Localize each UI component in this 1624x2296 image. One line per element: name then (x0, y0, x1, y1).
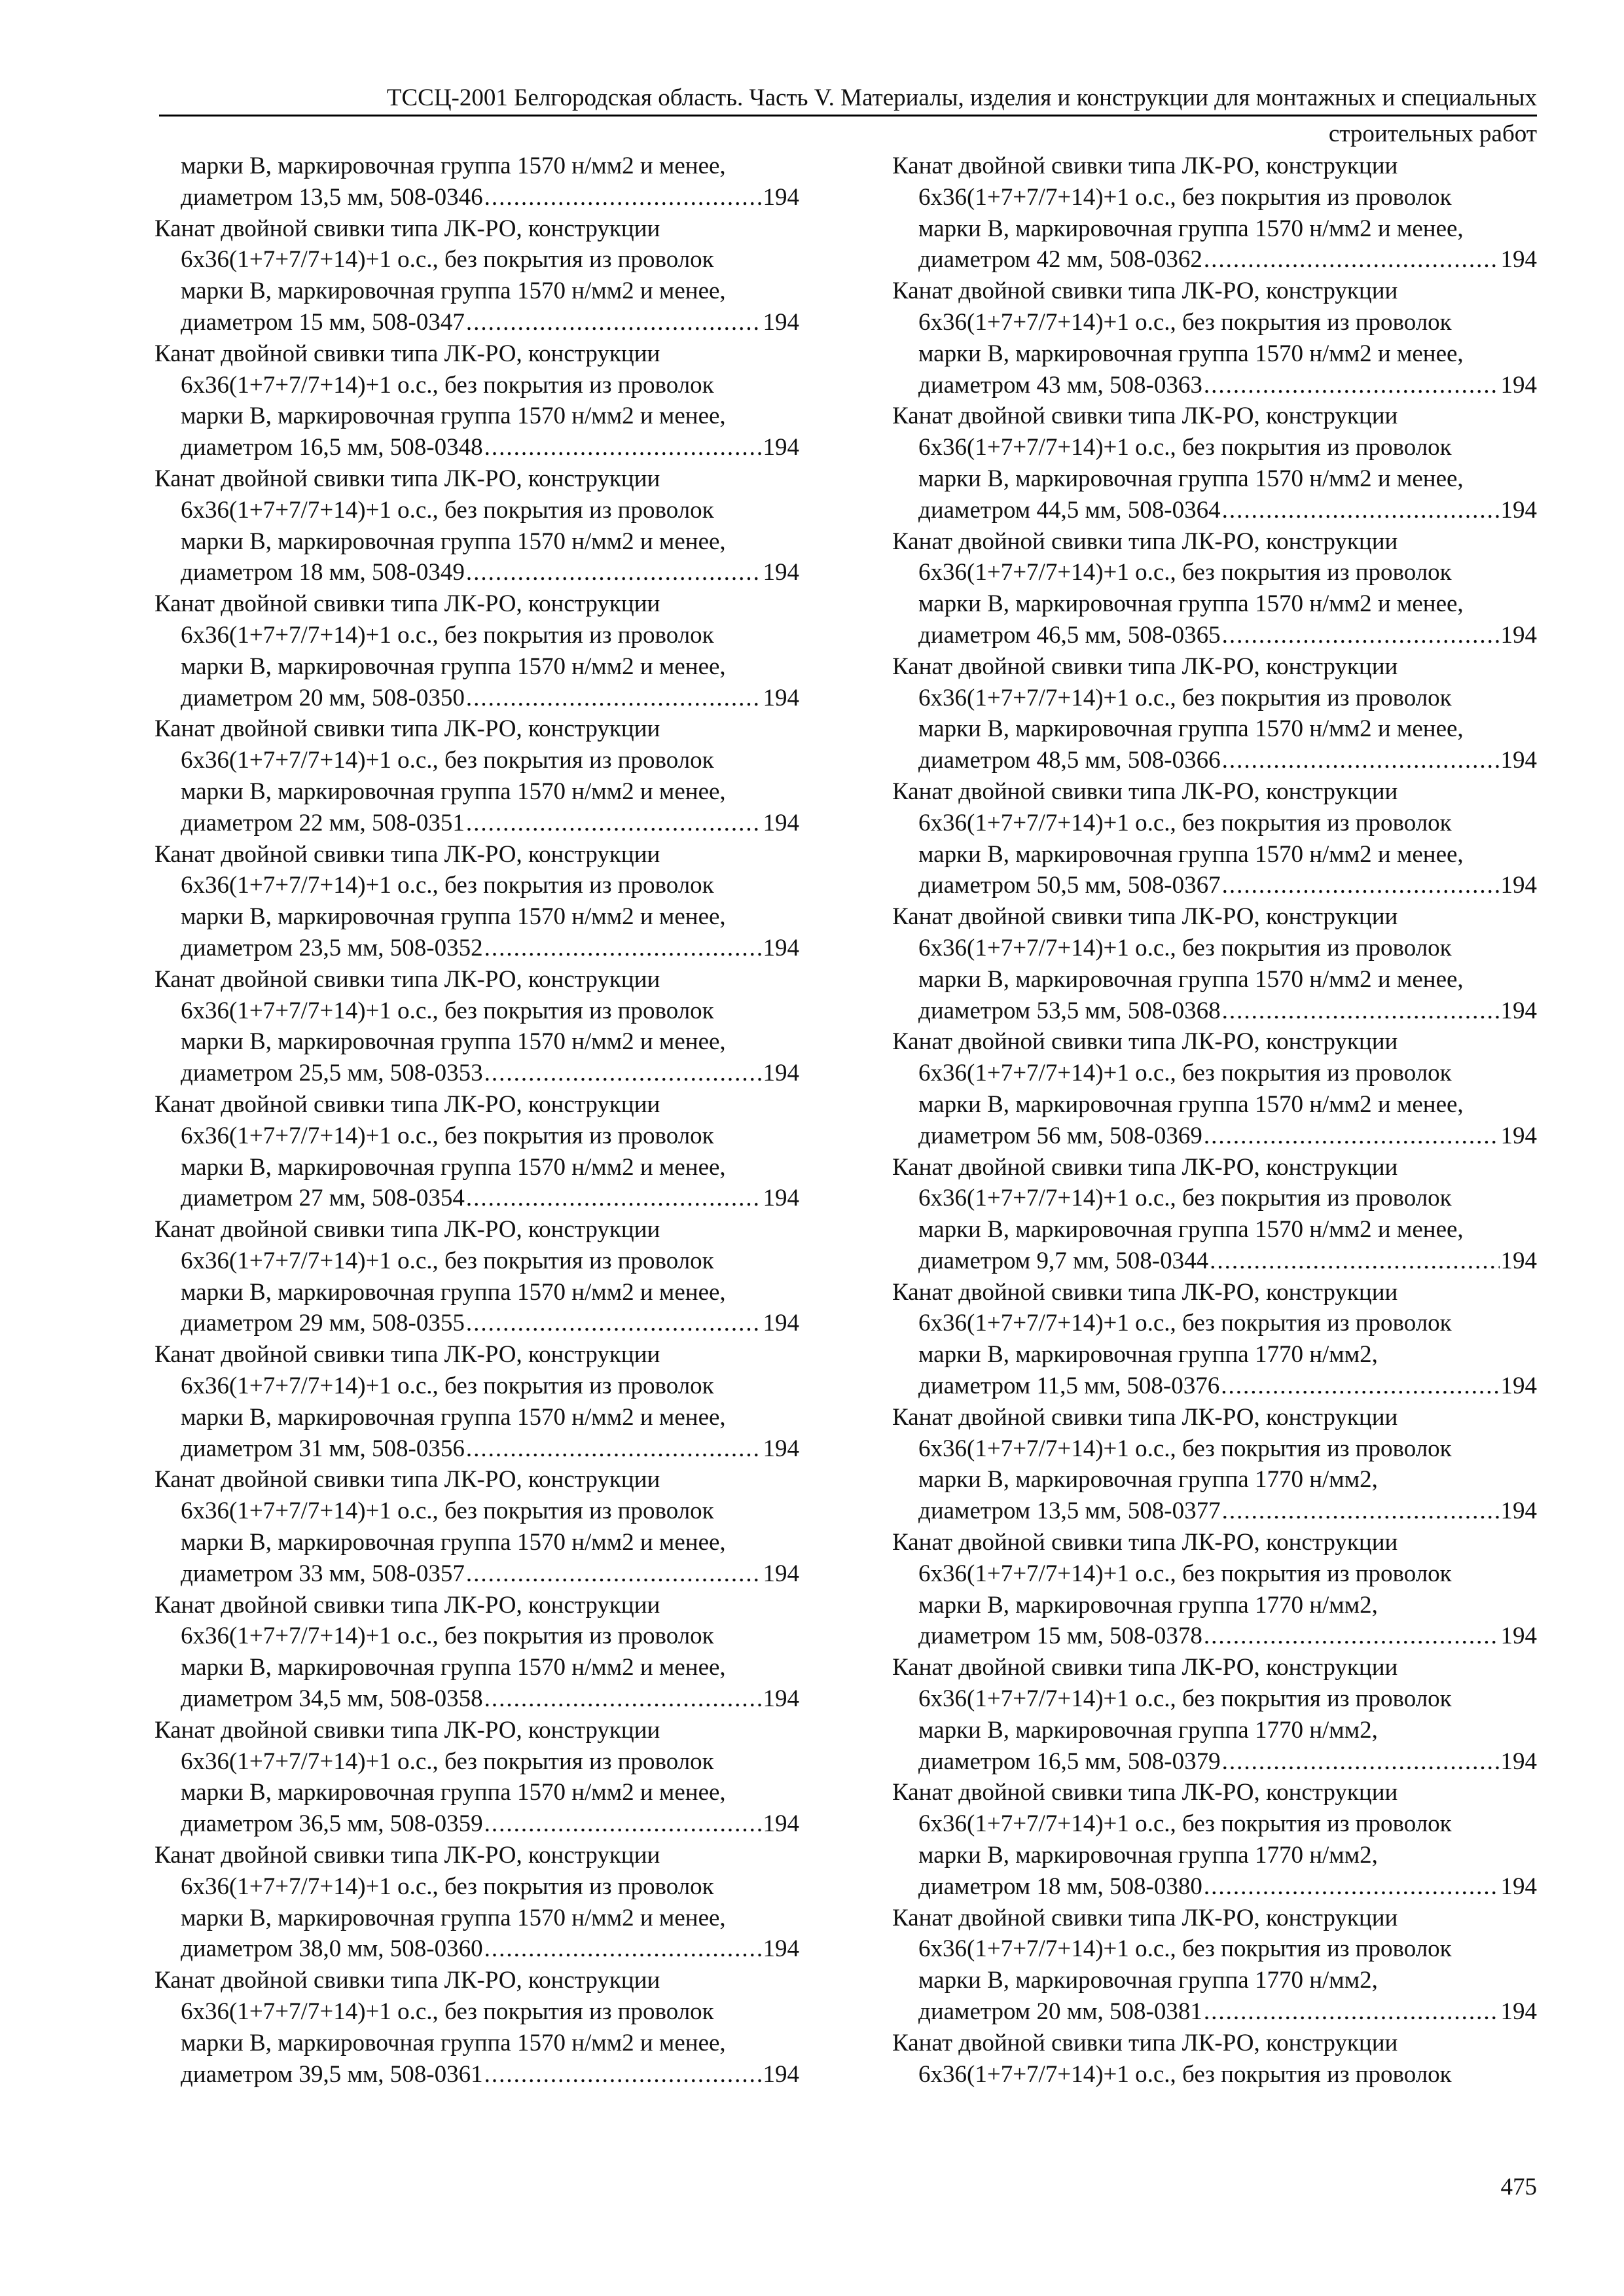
entry-text: диаметром 15 мм, 508-0378 (918, 1623, 1202, 1650)
entry-line: 6х36(1+7+7/7+14)+1 о.с., без покрытия из проволок (181, 1748, 714, 1775)
dot-leader (484, 1683, 762, 1715)
entry-line: марки В, маркировочная группа 1570 н/мм2 и менее, (181, 528, 726, 555)
entry-line: 6х36(1+7+7/7+14)+1 о.с., без покрытия из проволок (181, 1498, 714, 1525)
index-entry (154, 1840, 799, 1965)
entry-line: 6х36(1+7+7/7+14)+1 о.с., без покрытия из проволок (918, 559, 1452, 586)
entry-line: марки В, маркировочная группа 1570 н/мм2 и менее, (181, 1779, 726, 1806)
entry-line-with-page (154, 557, 799, 588)
entry-line-with-page (892, 1496, 1537, 1527)
entry-text: диаметром 20 мм, 508-0350 (181, 684, 465, 711)
entry-line-with-page (892, 1871, 1537, 1903)
entry-line-with-page (892, 1746, 1537, 1778)
dot-leader (1204, 1621, 1500, 1652)
dot-leader (1204, 370, 1500, 401)
entry-line: Канат двойной свивки типа ЛК-РО, конструкции (892, 1904, 1398, 1931)
entry-line: Канат двойной свивки типа ЛК-РО, конструкции (892, 278, 1398, 305)
entry-line-with-page (892, 620, 1537, 651)
entry-page-number: 194 (763, 1935, 799, 1963)
entry-page-number: 194 (763, 559, 799, 586)
index-entry (154, 1965, 799, 2090)
dot-leader (1204, 244, 1500, 276)
entry-page-number: 194 (1500, 1873, 1537, 1900)
entry-page-number: 194 (1500, 1498, 1537, 1525)
entry-line: Канат двойной свивки типа ЛК-РО, конструкции (892, 2029, 1398, 2056)
index-entry (154, 213, 799, 338)
entry-text: диаметром 56 мм, 508-0369 (918, 1122, 1202, 1149)
entry-line: 6х36(1+7+7/7+14)+1 о.с., без покрытия из проволок (181, 496, 714, 524)
entry-text: диаметром 43 мм, 508-0363 (918, 371, 1202, 399)
entry-line: Канат двойной свивки типа ЛК-РО, конструкции (892, 1654, 1398, 1681)
entry-line: марки В, маркировочная группа 1570 н/мм2 и менее, (918, 340, 1464, 367)
index-entry (892, 776, 1537, 901)
entry-text: диаметром 29 мм, 508-0355 (181, 1310, 465, 1337)
dot-leader (466, 1183, 762, 1214)
entry-text: диаметром 48,5 мм, 508-0366 (918, 747, 1221, 774)
header-title-line1: ТССЦ-2001 Белгородская область. Часть V. Материалы, изделия и конструкции для монтажных и специальных (386, 84, 1537, 111)
entry-page-number: 194 (763, 1185, 799, 1212)
entry-text: диаметром 22 мм, 508-0351 (181, 809, 465, 836)
entry-text: диаметром 38,0 мм, 508-0360 (181, 1935, 483, 1963)
entry-line: 6х36(1+7+7/7+14)+1 о.с., без покрытия из проволок (918, 434, 1452, 461)
index-entry (892, 526, 1537, 651)
entry-line: 6х36(1+7+7/7+14)+1 о.с., без покрытия из проволок (181, 1372, 714, 1400)
entry-line: марки В, маркировочная группа 1570 н/мм2 и менее, (181, 152, 726, 179)
entry-line: Канат двойной свивки типа ЛК-РО, конструкции (154, 1216, 660, 1244)
entry-line: 6х36(1+7+7/7+14)+1 о.с., без покрытия из проволок (181, 997, 714, 1024)
dot-leader (484, 1808, 762, 1840)
index-entry (892, 1026, 1537, 1151)
entry-line: марки В, маркировочная группа 1570 н/мм2 и менее, (918, 840, 1464, 868)
entry-line: 6х36(1+7+7/7+14)+1 о.с., без покрытия из проволок (918, 1435, 1452, 1462)
entry-page-number: 194 (763, 809, 799, 836)
left-entry-list (154, 213, 799, 2090)
entry-line-with-page (154, 683, 799, 714)
entry-text: диаметром 46,5 мм, 508-0365 (918, 621, 1221, 649)
index-entry (892, 1152, 1537, 1277)
entry-line: 6х36(1+7+7/7+14)+1 о.с., без покрытия из проволок (181, 1998, 714, 2026)
entry-page-number: 194 (763, 1810, 799, 1838)
entry-text: диаметром 44,5 мм, 508-0364 (918, 496, 1221, 524)
entry-line: марки В, маркировочная группа 1770 н/мм2, (918, 1341, 1378, 1369)
dot-leader (466, 1558, 762, 1590)
entry-line-with-page (892, 1121, 1537, 1152)
entry-line: марки В, маркировочная группа 1570 н/мм2 и менее, (181, 2029, 726, 2056)
entry-line: 6х36(1+7+7/7+14)+1 о.с., без покрытия из проволок (918, 1060, 1452, 1087)
entry-line: Канат двойной свивки типа ЛК-РО, конструкции (892, 1278, 1398, 1306)
entry-page-number: 194 (1500, 621, 1537, 649)
entry-line: 6х36(1+7+7/7+14)+1 о.с., без покрытия из проволок (918, 1560, 1452, 1587)
dot-leader (1222, 495, 1500, 526)
entry-text: диаметром 33 мм, 508-0357 (181, 1560, 465, 1587)
index-entry (154, 1464, 799, 1589)
dot-leader (1204, 1121, 1500, 1152)
entry-page-number: 194 (1500, 246, 1537, 274)
entry-text: диаметром 18 мм, 508-0349 (181, 559, 465, 586)
entry-line: Канат двойной свивки типа ЛК-РО, конструкции (154, 1967, 660, 1994)
entry-line: Канат двойной свивки типа ЛК-РО, конструкции (892, 653, 1398, 680)
entry-line: 6х36(1+7+7/7+14)+1 о.с., без покрытия из проволок (918, 934, 1452, 961)
dot-leader (466, 683, 762, 714)
entry-line: марки В, маркировочная группа 1570 н/мм2 и менее, (181, 403, 726, 430)
entry-line: 6х36(1+7+7/7+14)+1 о.с., без покрытия из проволок (181, 371, 714, 399)
entry-line: 6х36(1+7+7/7+14)+1 о.с., без покрытия из проволок (918, 684, 1452, 711)
entry-text: диаметром 36,5 мм, 508-0359 (181, 1810, 483, 1838)
entry-line: Канат двойной свивки типа ЛК-РО, конструкции (154, 840, 660, 868)
entry-line: 6х36(1+7+7/7+14)+1 о.с., без покрытия из проволок (181, 747, 714, 774)
dot-leader (484, 2059, 762, 2090)
dot-leader (484, 1058, 762, 1089)
entry-line: марки В, маркировочная группа 1570 н/мм2 и менее, (181, 1403, 726, 1431)
entry-line-with-page (154, 307, 799, 338)
entry-line-with-page (892, 745, 1537, 776)
entry-line: 6х36(1+7+7/7+14)+1 о.с., без покрытия из проволок (181, 1122, 714, 1149)
entry-line: 6х36(1+7+7/7+14)+1 о.с., без покрытия из проволок (918, 1310, 1452, 1337)
entry-line: Канат двойной свивки типа ЛК-РО, конструкции (892, 778, 1398, 805)
entry-line: Канат двойной свивки типа ЛК-РО, конструкции (892, 152, 1398, 179)
dot-leader (1221, 1371, 1499, 1402)
index-entry (892, 151, 1537, 276)
entry-text: диаметром 39,5 мм, 508-0361 (181, 2060, 483, 2088)
entry-line-with-page (154, 1683, 799, 1715)
entry-line: марки В, маркировочная группа 1570 н/мм2 и менее, (181, 778, 726, 805)
dot-leader (466, 1308, 762, 1339)
index-entry (154, 1590, 799, 1715)
entry-text: диаметром 16,5 мм, 508-0348 (181, 434, 483, 461)
entry-line-with-page (154, 933, 799, 964)
entry-line: 6х36(1+7+7/7+14)+1 о.с., без покрытия из проволок (181, 1873, 714, 1900)
entry-line: 6х36(1+7+7/7+14)+1 о.с., без покрытия из проволок (181, 872, 714, 899)
entry-line-with-page (892, 1621, 1537, 1652)
index-entry (154, 463, 799, 588)
entry-line-with-page (154, 1808, 799, 1840)
index-entry (154, 1089, 799, 1214)
entry-text: диаметром 34,5 мм, 508-0358 (181, 1685, 483, 1713)
entry-page-number: 194 (763, 183, 799, 211)
entry-line: марки В, маркировочная группа 1770 н/мм2, (918, 1591, 1378, 1619)
entry-page-number: 194 (763, 934, 799, 961)
entry-line: Канат двойной свивки типа ЛК-РО, конструкции (892, 403, 1398, 430)
index-entry (154, 839, 799, 964)
entry-line: 6х36(1+7+7/7+14)+1 о.с., без покрытия из проволок (918, 1685, 1452, 1713)
entry-text: диаметром 20 мм, 508-0381 (918, 1998, 1202, 2026)
index-entry-continues-next-page (892, 2028, 1537, 2090)
entry-line-with-page (154, 1183, 799, 1214)
entry-line: марки В, маркировочная группа 1570 н/мм2 и менее, (918, 465, 1464, 492)
entry-line: Канат двойной свивки типа ЛК-РО, конструкции (154, 1341, 660, 1369)
entry-page-number: 194 (1500, 1998, 1537, 2026)
index-entry (154, 1715, 799, 1840)
entry-line: 6х36(1+7+7/7+14)+1 о.с., без покрытия из проволок (918, 809, 1452, 836)
entry-page-number: 194 (1500, 371, 1537, 399)
entry-line: 6х36(1+7+7/7+14)+1 о.с., без покрытия из проволок (181, 246, 714, 274)
entry-page-number: 194 (763, 1685, 799, 1713)
entry-line: 6х36(1+7+7/7+14)+1 о.с., без покрытия из проволок (918, 1810, 1452, 1838)
entry-line: марки В, маркировочная группа 1570 н/мм2 и менее, (918, 965, 1464, 993)
entry-line: Канат двойной свивки типа ЛК-РО, конструкции (154, 715, 660, 743)
entry-page-number: 194 (763, 1560, 799, 1587)
entry-line: 6х36(1+7+7/7+14)+1 о.с., без покрытия из проволок (181, 1623, 714, 1650)
entry-line: Канат двойной свивки типа ЛК-РО, конструкции (892, 903, 1398, 931)
entry-line: марки В, маркировочная группа 1570 н/мм2 и менее, (918, 215, 1464, 242)
entry-line: Канат двойной свивки типа ЛК-РО, конструкции (154, 965, 660, 993)
dot-leader (1210, 1246, 1499, 1277)
entry-text: диаметром 31 мм, 508-0356 (181, 1435, 465, 1462)
entry-line: Канат двойной свивки типа ЛК-РО, конструкции (154, 1466, 660, 1494)
entry-line: марки В, маркировочная группа 1570 н/мм2 и менее, (181, 1028, 726, 1056)
index-entry (892, 651, 1537, 776)
entry-line-with-page (892, 495, 1537, 526)
entry-line: марки В, маркировочная группа 1570 н/мм2 и менее, (181, 653, 726, 680)
entry-text: диаметром 9,7 мм, 508-0344 (918, 1247, 1209, 1274)
index-entry (892, 1402, 1537, 1527)
entry-page-number: 194 (1500, 997, 1537, 1024)
dot-leader (1222, 745, 1500, 776)
dot-leader (1222, 1746, 1500, 1778)
entry-text: диаметром 23,5 мм, 508-0352 (181, 934, 483, 961)
index-entry (154, 713, 799, 838)
dot-leader (1222, 996, 1500, 1027)
entry-line: марки В, маркировочная группа 1570 н/мм2 и менее, (918, 1090, 1464, 1118)
entry-line-with-page (892, 370, 1537, 401)
entry-page-number: 194 (1500, 1122, 1537, 1149)
entry-page-number: 194 (1500, 747, 1537, 774)
entry-page-number: 194 (763, 1310, 799, 1337)
entry-line: марки В, маркировочная группа 1570 н/мм2 и менее, (181, 1904, 726, 1931)
entry-text: диаметром 18 мм, 508-0380 (918, 1873, 1202, 1900)
entry-line: Канат двойной свивки типа ЛК-РО, конструкции (892, 1028, 1398, 1056)
dot-leader (466, 1433, 762, 1465)
running-header (159, 82, 1537, 147)
entry-line: Канат двойной свивки типа ЛК-РО, конструкции (154, 590, 660, 618)
entry-line: марки В, маркировочная группа 1570 н/мм2 и менее, (181, 1654, 726, 1681)
entry-line: Канат двойной свивки типа ЛК-РО, конструкции (154, 1842, 660, 1869)
entry-line-with-page (154, 1558, 799, 1590)
entry-text: диаметром 16,5 мм, 508-0379 (918, 1748, 1221, 1775)
index-entry (154, 588, 799, 713)
entry-line: марки В, маркировочная группа 1770 н/мм2, (918, 1466, 1378, 1494)
entry-line-with-page (892, 1996, 1537, 2028)
entry-line: марки В, маркировочная группа 1770 н/мм2, (918, 1716, 1378, 1744)
entry-line: 6х36(1+7+7/7+14)+1 о.с., без покрытия из проволок (181, 1247, 714, 1274)
index-entry (154, 964, 799, 1089)
index-entry (892, 1652, 1537, 1777)
entry-text: диаметром 11,5 мм, 508-0376 (918, 1372, 1220, 1400)
entry-page-number: 194 (763, 434, 799, 461)
index-entry-continued (154, 151, 799, 213)
dot-leader (1222, 620, 1500, 651)
dot-leader (1204, 1996, 1500, 2028)
entry-line: 6х36(1+7+7/7+14)+1 о.с., без покрытия из проволок (918, 183, 1452, 211)
dot-leader (1222, 1496, 1500, 1527)
dot-leader (466, 808, 762, 839)
entry-line-with-page (154, 1933, 799, 1965)
entry-line: 6х36(1+7+7/7+14)+1 о.с., без покрытия из проволок (918, 2060, 1452, 2088)
entry-line: Канат двойной свивки типа ЛК-РО, конструкции (892, 1403, 1398, 1431)
index-entry (892, 1903, 1537, 2028)
entry-line: марки В, маркировочная группа 1770 н/мм2, (918, 1842, 1378, 1869)
dot-leader (484, 1933, 762, 1965)
entry-line: марки В, маркировочная группа 1570 н/мм2 и менее, (181, 1529, 726, 1556)
index-entry (892, 276, 1537, 401)
entry-line: марки В, маркировочная группа 1570 н/мм2 и менее, (181, 1278, 726, 1306)
entry-page-number: 194 (763, 308, 799, 336)
entry-line-with-page (154, 432, 799, 463)
entry-line: Канат двойной свивки типа ЛК-РО, конструкции (154, 465, 660, 492)
entry-page-number: 194 (1500, 1247, 1537, 1274)
index-entry (892, 1277, 1537, 1402)
entry-line: Канат двойной свивки типа ЛК-РО, конструкции (892, 1153, 1398, 1181)
entry-line-with-page (154, 1433, 799, 1465)
entry-line-with-page (154, 808, 799, 839)
entry-line: 6х36(1+7+7/7+14)+1 о.с., без покрытия из проволок (918, 1935, 1452, 1963)
index-entry (892, 1777, 1537, 1902)
entry-page-number: 194 (1500, 1372, 1537, 1400)
entry-line: Канат двойной свивки типа ЛК-РО, конструкции (154, 1090, 660, 1118)
page-number: 475 (1500, 2174, 1537, 2200)
index-entry (892, 1527, 1537, 1652)
right-column (892, 151, 1537, 2090)
entry-page-number: 194 (1500, 496, 1537, 524)
entry-text: диаметром 27 мм, 508-0354 (181, 1185, 465, 1212)
entry-line: марки В, маркировочная группа 1770 н/мм2, (918, 1967, 1378, 1994)
entry-line: марки В, маркировочная группа 1570 н/мм2 и менее, (181, 278, 726, 305)
entry-page-number: 194 (763, 2060, 799, 2088)
entry-text: диаметром 25,5 мм, 508-0353 (181, 1060, 483, 1087)
index-entry (154, 1339, 799, 1464)
entry-line: марки В, маркировочная группа 1570 н/мм2 и менее, (181, 1153, 726, 1181)
entry-line-with-page (154, 1058, 799, 1089)
header-title-line2: строительных работ (1328, 120, 1537, 147)
entry-line: Канат двойной свивки типа ЛК-РО, конструкции (154, 1716, 660, 1744)
entry-text: диаметром 50,5 мм, 508-0367 (918, 872, 1221, 899)
index-entry (154, 1214, 799, 1339)
header-rule (159, 115, 1537, 117)
entry-line-with-page (892, 244, 1537, 276)
entry-page-number: 194 (763, 684, 799, 711)
entry-page-number: 194 (763, 1435, 799, 1462)
index-entry (892, 401, 1537, 526)
dot-leader (1222, 870, 1500, 901)
dot-leader (466, 557, 762, 588)
dot-leader (1204, 1871, 1500, 1903)
entry-text: диаметром 15 мм, 508-0347 (181, 308, 465, 336)
entry-page-number: 194 (1500, 1623, 1537, 1650)
entry-line: Канат двойной свивки типа ЛК-РО, конструкции (154, 340, 660, 367)
entry-text: диаметром 53,5 мм, 508-0368 (918, 997, 1221, 1024)
entry-line-with-page (154, 1308, 799, 1339)
entry-line: марки В, маркировочная группа 1570 н/мм2 и менее, (918, 1216, 1464, 1244)
right-entry-list (892, 151, 1537, 2028)
entry-page-number: 194 (1500, 872, 1537, 899)
dot-leader (484, 182, 762, 213)
entry-line: 6х36(1+7+7/7+14)+1 о.с., без покрытия из проволок (918, 308, 1452, 336)
entry-line: марки В, маркировочная группа 1570 н/мм2 и менее, (181, 903, 726, 931)
entry-line-with-page (892, 1371, 1537, 1402)
entry-page-number: 194 (1500, 1748, 1537, 1775)
index-entry (892, 901, 1537, 1026)
entry-line-with-page (892, 1246, 1537, 1277)
entry-line: Канат двойной свивки типа ЛК-РО, конструкции (892, 1529, 1398, 1556)
entry-line-with-page (892, 996, 1537, 1027)
entry-line-with-page (154, 182, 799, 213)
dot-leader (484, 432, 762, 463)
entry-line-with-page (154, 2059, 799, 2090)
entry-line: Канат двойной свивки типа ЛК-РО, конструкции (154, 1591, 660, 1619)
entry-line: Канат двойной свивки типа ЛК-РО, конструкции (892, 1779, 1398, 1806)
entry-line: 6х36(1+7+7/7+14)+1 о.с., без покрытия из проволок (918, 1185, 1452, 1212)
left-column (154, 151, 799, 2090)
entry-text: диаметром 13,5 мм, 508-0377 (918, 1498, 1221, 1525)
entry-text: диаметром 13,5 мм, 508-0346 (181, 183, 483, 211)
entry-line: Канат двойной свивки типа ЛК-РО, конструкции (892, 528, 1398, 555)
entry-line-with-page (892, 870, 1537, 901)
dot-leader (484, 933, 762, 964)
entry-text: диаметром 42 мм, 508-0362 (918, 246, 1202, 274)
entry-line: марки В, маркировочная группа 1570 н/мм2 и менее, (918, 715, 1464, 743)
dot-leader (466, 307, 762, 338)
entry-page-number: 194 (763, 1060, 799, 1087)
entry-line: 6х36(1+7+7/7+14)+1 о.с., без покрытия из проволок (181, 621, 714, 649)
entry-line: марки В, маркировочная группа 1570 н/мм2 и менее, (918, 590, 1464, 618)
entry-line: Канат двойной свивки типа ЛК-РО, конструкции (154, 215, 660, 242)
index-entry (154, 338, 799, 463)
